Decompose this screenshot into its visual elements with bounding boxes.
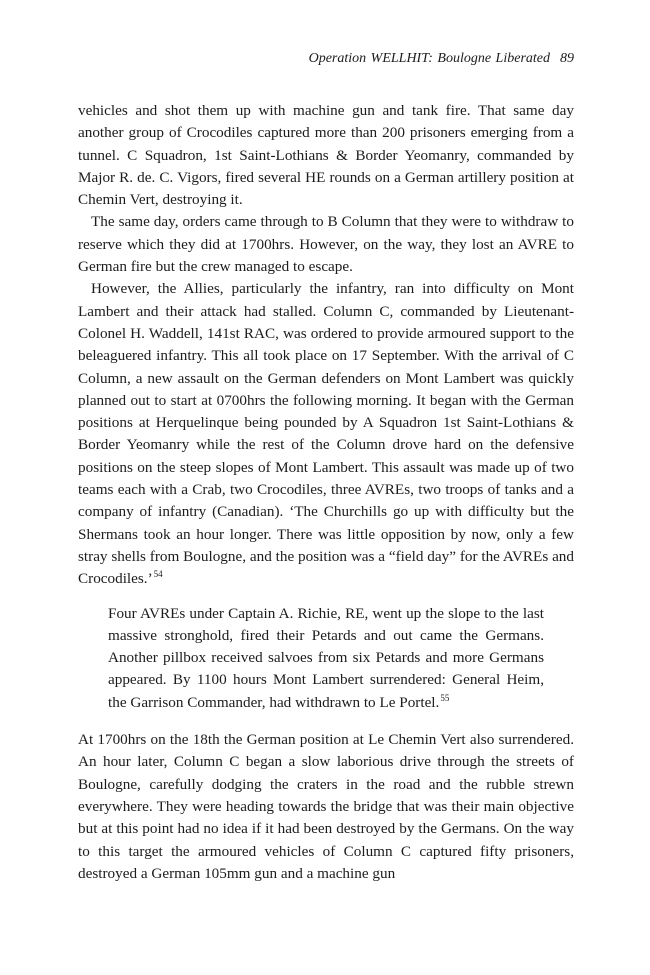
page-number: 89 (560, 51, 574, 66)
paragraph-mont-lambert (78, 278, 574, 590)
running-header (78, 50, 574, 68)
paragraph-text: At 1700hrs on the 18th the German position at Le Chemin Vert also surrendered. An hour later, Column C began a slow laborious drive through the streets of Boulogne, carefully dodging the craters in the road and the rubble strewn everywhere. They were heading towards the bridge that was their main objective but at this point had no idea if it had been destroyed by the Germans. On the way to this target the armoured vehicles of Column C captured fifty prisoners, destroyed a German 105mm gun and a machine gun (78, 731, 574, 882)
body-text (78, 100, 574, 591)
paragraph-text: The same day, orders came through to B Column that they were to withdraw to reserve which they did at 1700hrs. However, on the way, they lost an AVRE to German fire but the crew managed to escape. (78, 213, 574, 276)
body-text-continued (78, 729, 574, 885)
quote-text: Four AVREs under Captain A. Richie, RE, went up the slope to the last massive stronghold, fired their Petards and out came the Germans. Another pillbox received salvoes from six Petards and more Germans appeared. By 1100 hours Mont Lambert surrendered: General Heim, the Garrison Commander, had withdrawn to Le Portel. (108, 604, 544, 711)
paragraph-text: vehicles and shot them up with machine gun and tank fire. That same day another group of Crocodiles captured more than 200 prisoners emerging from a tunnel. C Squadron, 1st Saint-Lothians & Border Yeomanry, commanded by Major R. de. C. Vigors, fired several HE rounds on a German artillery position at Chemin Vert, destroying it. (78, 102, 574, 209)
running-title: Operation WELLHIT: Boulogne Liberated (308, 51, 550, 66)
book-page (78, 50, 574, 885)
block-quote (108, 603, 544, 714)
footnote-ref-55: 55 (440, 692, 450, 703)
paragraph-continued (78, 100, 574, 211)
paragraph-closing (78, 729, 574, 885)
paragraph-column-b (78, 211, 574, 278)
paragraph-text: However, the Allies, particularly the infantry, ran into difficulty on Mont Lambert and their attack had stalled. Column C, commanded by Lieutenant-Colonel H. Waddell, 141st RAC, was ordered to provide armoured support to the beleaguered infantry. This all took place on 17 September. With the arrival of C Column, a new assault on the German defenders on Mont Lambert was quickly planned out to start at 0700hrs the following morning. It began with the German positions at Herquelinque being pounded by A Squadron 1st Saint-Lothians & Border Yeomanry while the rest of the Column drove hard on the defensive positions on the steep slopes of Mont Lambert. This assault was made up of two teams each with a Crab, two Crocodiles, three AVREs, two troops of tanks and a company of infantry (Canadian). ‘The Churchills go up with difficulty but the Shermans took an hour longer. There was little opposition by now, only a few stray shells from Boulogne, and the position was a “field day” for the AVREs and Crocodiles.’ (78, 280, 574, 588)
footnote-ref-54: 54 (153, 569, 163, 580)
